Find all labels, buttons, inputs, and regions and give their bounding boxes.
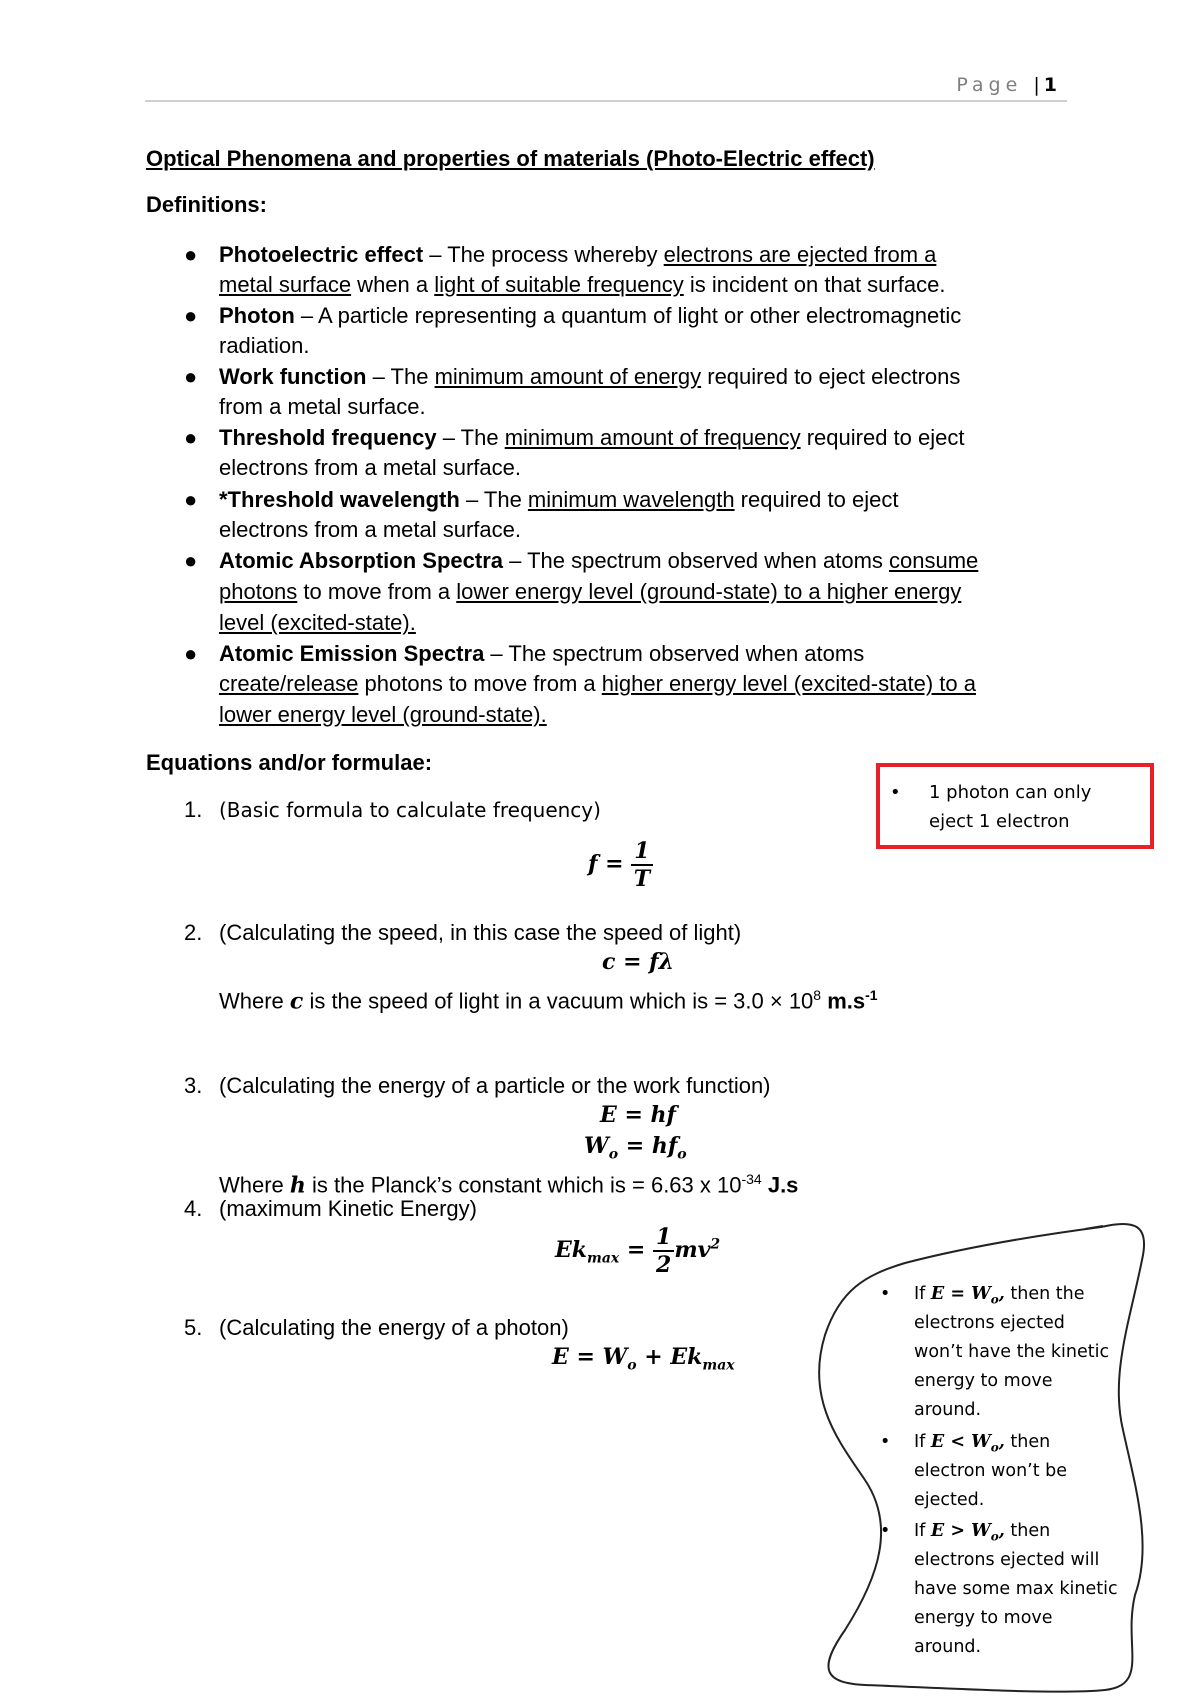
definition-emission-line3: lower energy level (ground-state). bbox=[219, 702, 547, 727]
equation-kinetic-energy: $Ek_{max}$ = $\frac{1}{2}$ $mv^2$ bbox=[555, 1224, 721, 1278]
definition-emission-line1 bbox=[219, 639, 864, 669]
definition-threshold-frequency-line1 bbox=[219, 423, 964, 453]
underlined-text: create/release bbox=[219, 671, 359, 696]
callout-condition-less: $E < W_o$, bbox=[930, 1432, 1005, 1455]
bullet-dot: ● bbox=[184, 364, 198, 389]
note-text: is the speed of light in a vacuum which is = 3.0 × 10 bbox=[303, 988, 814, 1014]
underlined-text: metal surface bbox=[219, 272, 352, 297]
bullet-dot: • bbox=[880, 1432, 891, 1452]
list-number: 1. bbox=[184, 797, 203, 822]
underlined-text: higher energy level (excited-state) to a bbox=[601, 671, 976, 696]
note-line-2: eject 1 electron bbox=[929, 811, 1070, 832]
callout-item-1-line4: energy to move bbox=[914, 1371, 1053, 1391]
equation-1-description: (Basic formula to calculate frequency) bbox=[219, 798, 601, 822]
definition-term: Threshold frequency bbox=[219, 425, 437, 450]
note-exponent: 8 bbox=[813, 987, 822, 1003]
definition-text: when a bbox=[351, 272, 435, 297]
note-unit: m.s bbox=[821, 988, 866, 1014]
bullet-dot: • bbox=[880, 1521, 891, 1541]
underlined-text: photons bbox=[219, 579, 298, 604]
note-exponent: -34 bbox=[741, 1171, 762, 1187]
definition-work-function-line2: from a metal surface. bbox=[219, 394, 426, 419]
note-line-1: 1 photon can only bbox=[929, 782, 1092, 803]
relation-symbol: < bbox=[950, 1432, 965, 1452]
callout-item-3-line5: around. bbox=[914, 1637, 982, 1657]
callout-condition-greater: $E > W_o$, bbox=[930, 1521, 1005, 1544]
definition-threshold-wavelength-line2: electrons from a metal surface. bbox=[219, 517, 522, 542]
bullet-dot: • bbox=[880, 1284, 891, 1304]
bullet-dot: ● bbox=[184, 242, 198, 267]
definition-term: Atomic Emission Spectra bbox=[219, 641, 485, 666]
definition-text: – The bbox=[366, 364, 435, 389]
equation-speed-of-light: c = fλ bbox=[602, 949, 675, 975]
underlined-text: minimum wavelength bbox=[527, 487, 735, 512]
definition-threshold-wavelength-line1 bbox=[219, 485, 898, 515]
callout-text: If bbox=[914, 1432, 931, 1452]
callout-item-1-line5: around. bbox=[914, 1400, 982, 1420]
callout-item-1-line3: won’t have the kinetic bbox=[914, 1342, 1110, 1362]
definition-text: – A particle representing a quantum of light or other electromagnetic bbox=[294, 303, 962, 328]
definition-text: required to eject electrons bbox=[701, 364, 961, 389]
underlined-text: lower energy level (ground-state) to a higher energy bbox=[456, 579, 962, 604]
callout-text: then bbox=[1004, 1521, 1051, 1541]
underlined-text: electrons are ejected from a bbox=[663, 242, 937, 267]
callout-item-1-line2: electrons ejected bbox=[914, 1313, 1065, 1333]
list-number: 4. bbox=[184, 1196, 203, 1221]
callout-item-3-line3: have some max kinetic bbox=[914, 1579, 1118, 1599]
underlined-text: minimum amount of energy bbox=[434, 364, 702, 389]
page-label: Page bbox=[956, 74, 1023, 96]
equation-work-function: $W_o = hf_o$ bbox=[584, 1133, 687, 1163]
list-number: 2. bbox=[184, 920, 203, 945]
definition-photon-line1 bbox=[219, 301, 961, 331]
note-box bbox=[876, 763, 1154, 849]
relation-symbol: = bbox=[950, 1284, 965, 1304]
definition-text: – The process whereby bbox=[423, 242, 664, 267]
note-unit: J.s bbox=[761, 1172, 799, 1198]
definition-text: to move from a bbox=[297, 579, 457, 604]
definition-text: required to eject bbox=[734, 487, 899, 512]
definition-text: – The spectrum observed when atoms bbox=[503, 548, 890, 573]
callout-item-2-line3: ejected. bbox=[914, 1490, 985, 1510]
definition-emission-line2 bbox=[219, 669, 976, 699]
definition-text: photons to move from a bbox=[358, 671, 602, 696]
equations-heading: Equations and/or formulae: bbox=[146, 750, 433, 775]
definition-term: Work function bbox=[219, 364, 367, 389]
definition-text: is incident on that surface. bbox=[683, 272, 946, 297]
definition-photoelectric-line2 bbox=[219, 270, 945, 300]
equation-2-description: (Calculating the speed, in this case the speed of light) bbox=[219, 920, 742, 945]
equation-photon-energy: $E = W_o + Ek_{max}$ bbox=[552, 1344, 735, 1374]
bullet-dot: • bbox=[890, 782, 901, 803]
underlined-text: consume bbox=[889, 548, 979, 573]
definition-photoelectric-line1 bbox=[219, 240, 936, 270]
callout-item-3-line2: electrons ejected will bbox=[914, 1550, 1100, 1570]
page-header bbox=[145, 72, 1067, 102]
note-text: Where bbox=[219, 988, 290, 1014]
definition-text: – The bbox=[459, 487, 528, 512]
definition-text: required to eject bbox=[800, 425, 965, 450]
definition-term: Atomic Absorption Spectra bbox=[219, 548, 503, 573]
equation-frequency: f = $\frac{1}{T}$ bbox=[588, 838, 653, 892]
note-unit-exponent: -1 bbox=[865, 987, 878, 1003]
callout-text: then bbox=[1004, 1432, 1051, 1452]
note-text: Where bbox=[219, 1172, 290, 1198]
definition-photon-line2: radiation. bbox=[219, 333, 310, 358]
definition-term: Photon bbox=[219, 303, 295, 328]
definition-absorption-line3: level (excited-state). bbox=[219, 610, 416, 635]
callout-text: then the bbox=[1004, 1284, 1085, 1304]
equation-3-description: (Calculating the energy of a particle or the work function) bbox=[219, 1073, 771, 1098]
relation-symbol: > bbox=[950, 1521, 965, 1541]
definition-term: Photoelectric effect bbox=[219, 242, 424, 267]
note-variable: h bbox=[289, 1172, 306, 1199]
page-indicator: Page | 1 bbox=[956, 74, 1057, 96]
bullet-dot: ● bbox=[184, 641, 198, 666]
page-number: 1 bbox=[1043, 74, 1057, 96]
callout-item-3-line4: energy to move bbox=[914, 1608, 1053, 1628]
bullet-dot: ● bbox=[184, 487, 198, 512]
definitions-heading: Definitions: bbox=[146, 192, 267, 217]
bullet-dot: ● bbox=[184, 303, 198, 328]
equation-4-description: (maximum Kinetic Energy) bbox=[219, 1196, 477, 1221]
callout-condition-equal: $E = W_o$, bbox=[930, 1284, 1005, 1307]
definition-text: – The spectrum observed when atoms bbox=[484, 641, 865, 666]
definition-work-function-line1 bbox=[219, 362, 960, 392]
definition-term: *Threshold wavelength bbox=[219, 487, 460, 512]
document-title: Optical Phenomena and properties of materials (Photo-Electric effect) bbox=[146, 146, 875, 171]
definition-text: – The bbox=[436, 425, 505, 450]
callout-item-2-line2: electron won’t be bbox=[914, 1461, 1068, 1481]
definition-absorption-line2 bbox=[219, 577, 961, 607]
underlined-text: light of suitable frequency bbox=[434, 272, 684, 297]
note-variable: c bbox=[289, 988, 304, 1015]
list-number: 3. bbox=[184, 1073, 203, 1098]
callout-text: If bbox=[914, 1284, 931, 1304]
bullet-dot: ● bbox=[184, 548, 198, 573]
underlined-text: minimum amount of frequency bbox=[504, 425, 801, 450]
equation-energy: E = hf bbox=[600, 1102, 676, 1128]
definition-threshold-frequency-line2: electrons from a metal surface. bbox=[219, 455, 522, 480]
equation-5-description: (Calculating the energy of a photon) bbox=[219, 1315, 569, 1340]
speed-of-light-note bbox=[219, 980, 878, 1016]
bullet-dot: ● bbox=[184, 425, 198, 450]
definition-absorption-line1 bbox=[219, 546, 978, 576]
callout-text: If bbox=[914, 1521, 931, 1541]
note-text: is the Planck’s constant which is = 6.63 x 10 bbox=[305, 1172, 742, 1198]
list-number: 5. bbox=[184, 1315, 203, 1340]
